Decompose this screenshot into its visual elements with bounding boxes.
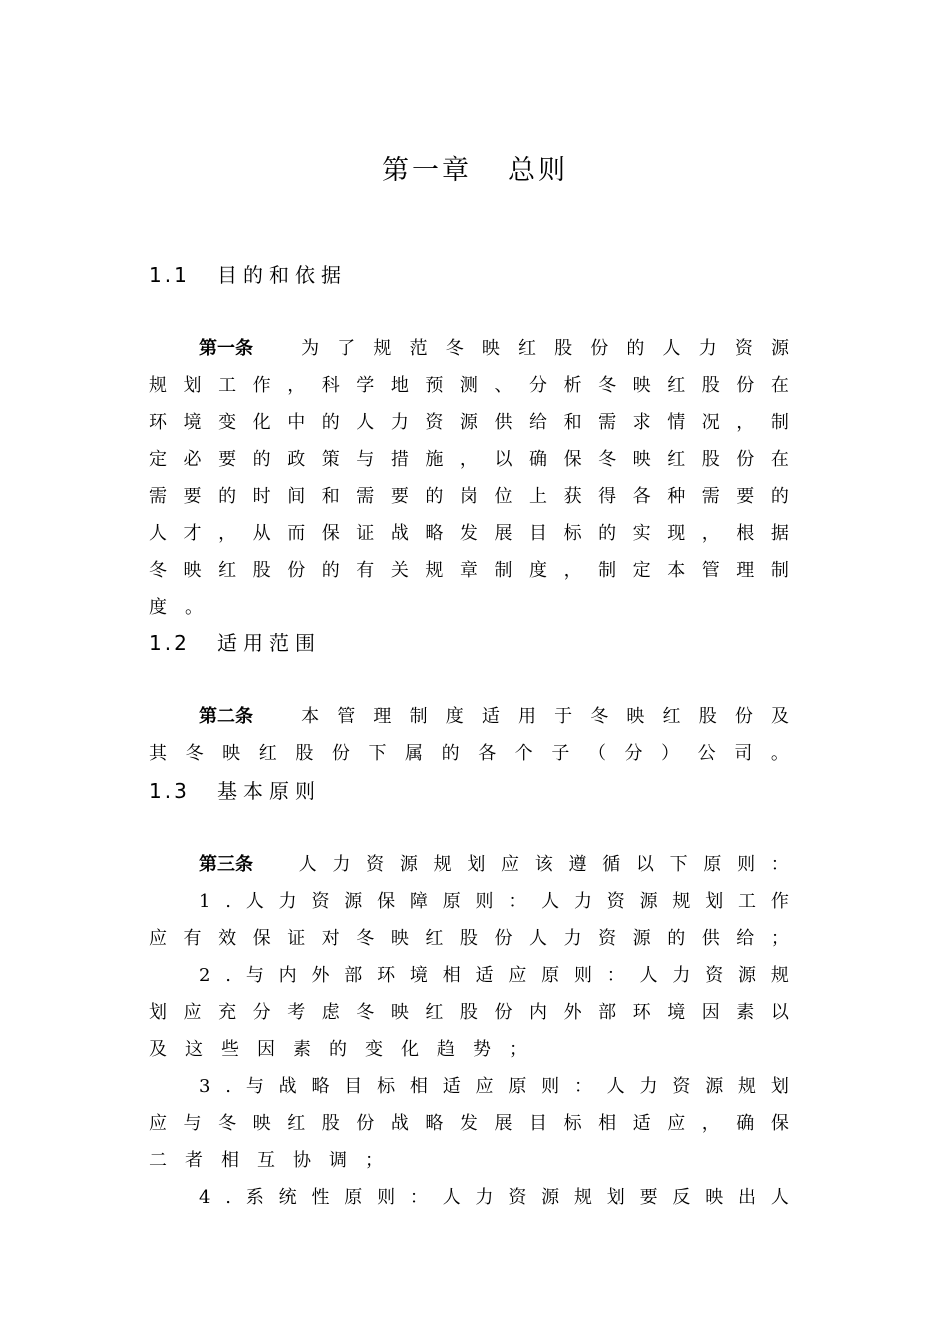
paragraph-article-1 [149,330,789,626]
section-title: 基本原则 [217,779,321,803]
paragraph-line: 4 . 系 统 性 原 则 ： 人 力 资 源 规 划 要 反 映 出 人 [199,1187,789,1208]
paragraph-line: 应 有 效 保 证 对 冬 映 红 股 份 人 力 资 源 的 供 给 ； [149,928,789,949]
paragraph-line: 其 冬 映 红 股 份 下 属 的 各 个 子 （ 分 ） 公 司 。 [149,743,789,764]
chapter-name: 总则 [508,155,568,186]
paragraph-line: 第一条 为 了 规 范 冬 映 红 股 份 的 人 力 资 源 [199,338,789,359]
paragraph-line: 应 与 冬 映 红 股 份 战 略 发 展 目 标 相 适 应 ， 确 保 [149,1113,789,1134]
paragraph-line: 人 才 ， 从 而 保 证 战 略 发 展 目 标 的 实 现 ， 根 据 [149,523,789,544]
paragraph-line: 第二条 本 管 理 制 度 适 用 于 冬 映 红 股 份 及 [199,706,789,727]
paragraph-article-2 [149,698,789,772]
paragraph-line: 划 应 充 分 考 虑 冬 映 红 股 份 内 外 部 环 境 因 素 以 [149,1002,789,1023]
paragraph-article-3 [149,846,789,1216]
paragraph-line: 规 划 工 作 ， 科 学 地 预 测 、 分 析 冬 映 红 股 份 在 [149,375,789,396]
section-title: 适用范围 [217,631,321,655]
paragraph-line: 1 . 人 力 资 源 保 障 原 则 ： 人 力 资 源 规 划 工 作 [199,891,789,912]
section-number: 1.2 [149,631,190,655]
paragraph-line: 度 。 [149,597,203,618]
paragraph-line: 第三条 人 力 资 源 规 划 应 该 遵 循 以 下 原 则 ： [199,854,789,875]
paragraph-line: 环 境 变 化 中 的 人 力 资 源 供 给 和 需 求 情 况 ， 制 [149,412,789,433]
paragraph-line: 2 . 与 内 外 部 环 境 相 适 应 原 则 ： 人 力 资 源 规 [199,965,789,986]
chapter-title [0,148,950,187]
section-number: 1.1 [149,263,190,287]
section-number: 1.3 [149,779,190,803]
section-heading-1-1 [149,260,347,290]
chapter-number: 第一章 [382,155,472,186]
paragraph-line: 需 要 的 时 间 和 需 要 的 岗 位 上 获 得 各 种 需 要 的 [149,486,789,507]
section-title: 目的和依据 [217,263,347,287]
paragraph-line: 冬 映 红 股 份 的 有 关 规 章 制 度 ， 制 定 本 管 理 制 [149,560,789,581]
paragraph-line: 二 者 相 互 协 调 ； [149,1150,383,1171]
section-heading-1-2 [149,628,321,658]
paragraph-line: 3 . 与 战 略 目 标 相 适 应 原 则 ： 人 力 资 源 规 划 [199,1076,789,1097]
paragraph-line: 及 这 些 因 素 的 变 化 趋 势 ； [149,1039,527,1060]
paragraph-line: 定 必 要 的 政 策 与 措 施 ， 以 确 保 冬 映 红 股 份 在 [149,449,789,470]
section-heading-1-3 [149,776,321,806]
